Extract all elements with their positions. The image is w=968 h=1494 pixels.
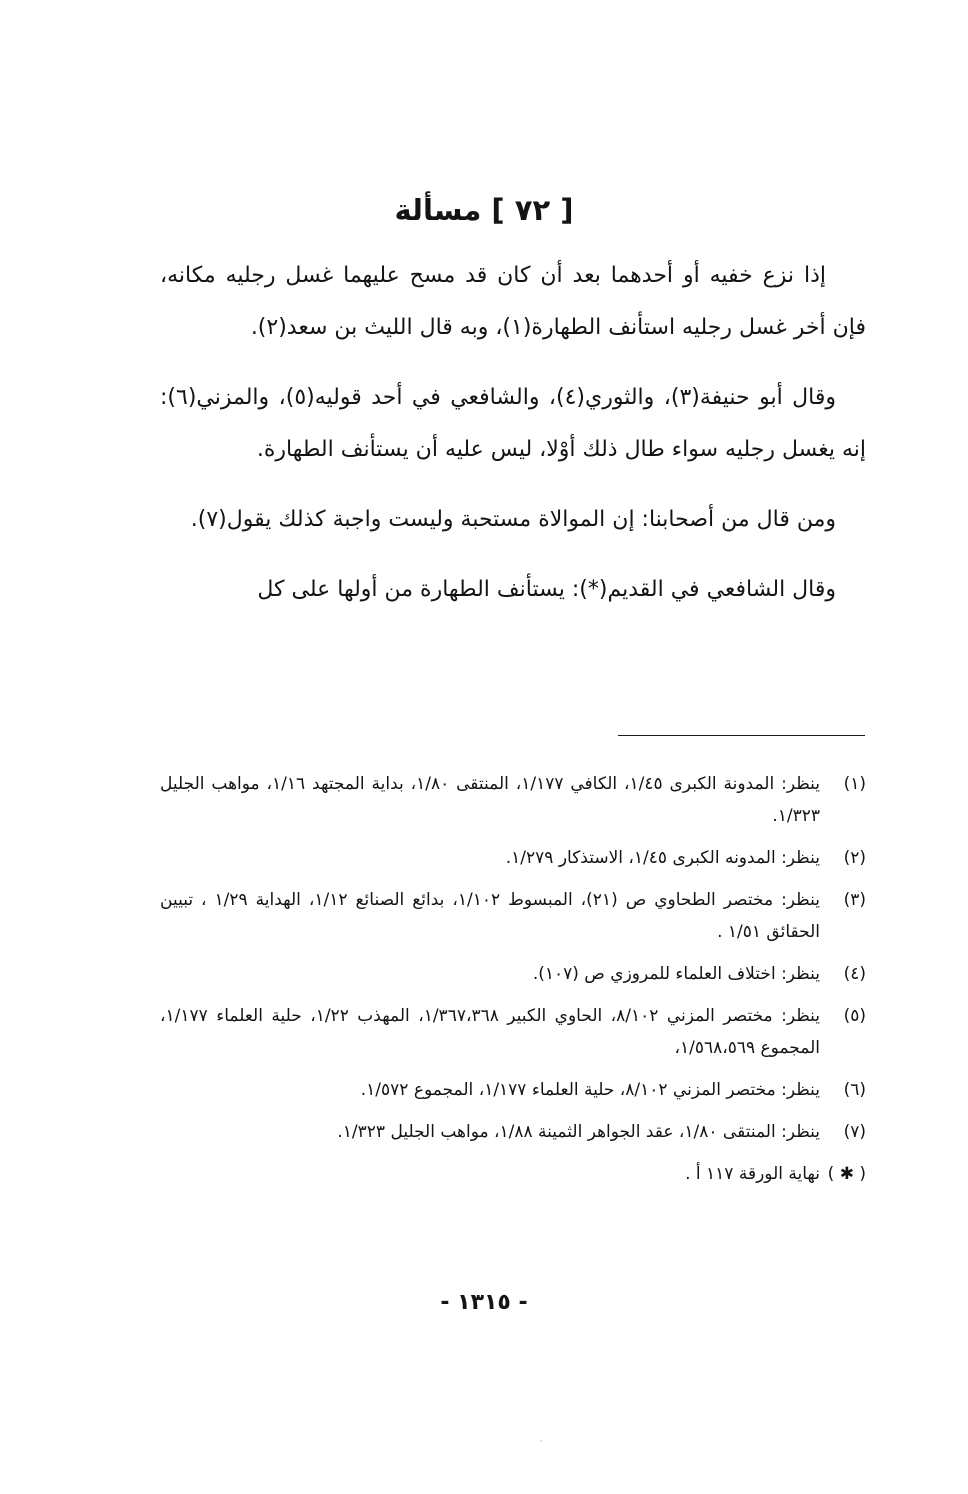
footnote-item xyxy=(160,958,866,990)
footnote-item xyxy=(160,842,866,874)
footnote-item xyxy=(160,768,866,832)
footnote-number: (١) xyxy=(843,774,866,794)
footnote-text: ينظر: مختصر المزني ٨/١٠٢، حلية العلماء ١/١٧٧، المجموع ١/٥٧٢. xyxy=(360,1080,820,1100)
footnote-item xyxy=(160,1000,866,1064)
footnote-number: (٥) xyxy=(843,1006,866,1026)
footnote-separator xyxy=(618,735,865,736)
footnotes xyxy=(160,768,866,1200)
footnote-number: ( ✱ ) xyxy=(827,1164,866,1184)
issue-heading: [ ٧٢ ] مسألة xyxy=(394,193,574,227)
paragraph-4: وقال الشافعي في القديم(*): يستأنف الطهارة من أولها على كل xyxy=(257,577,836,602)
footnote-number: (٢) xyxy=(843,848,866,868)
scan-speck xyxy=(540,1440,542,1442)
footnote-text: نهاية الورقة ١١٧ أ . xyxy=(685,1164,820,1184)
main-text xyxy=(160,250,866,634)
footnote-text: ينظر: مختصر الطحاوي ص (٢١)، المبسوط ١/١٠٢، بدائع الصنائع ١/١٢، الهداية ١/٢٩ ، تبيين الحقائق ١/٥١ . xyxy=(160,890,820,942)
footnote-item xyxy=(160,1116,866,1148)
footnote-number: (٧) xyxy=(843,1122,866,1142)
footnote-number: (٤) xyxy=(843,964,866,984)
footnote-text: ينظر: المدونة الكبرى ١/٤٥، الكافي ١/١٧٧، المنتقى ١/٨٠، بداية المجتهد ١/١٦، مواهب الجليل ١/٣٢٣. xyxy=(160,774,821,826)
footnote-text: ينظر: اختلاف العلماء للمروزي ص (١٠٧). xyxy=(532,964,820,984)
page-number: - ١٣١٥ - xyxy=(440,1290,528,1315)
footnote-number: (٣) xyxy=(843,890,866,910)
paragraph-2: وقال أبو حنيفة(٣)، والثوري(٤)، والشافعي في أحد قوليه(٥)، والمزني(٦): إنه يغسل رجليه سواء طال ذلك أوْلا، ليس عليه أن يستأنف الطهارة. xyxy=(160,385,866,462)
footnote-text: ينظر: المدونه الكبرى ١/٤٥، الاستذكار ١/٢٧٩. xyxy=(505,848,820,868)
footnote-item xyxy=(160,1074,866,1106)
footnote-item xyxy=(160,884,866,948)
paragraph-3: ومن قال من أصحابنا: إن الموالاة مستحبة وليست واجبة كذلك يقول(٧). xyxy=(190,507,836,532)
footnote-text: ينظر: مختصر المزني ٨/١٠٢، الحاوي الكبير ١/٣٦٧،٣٦٨، المهذب ١/٢٢، حلية العلماء ١/١٧٧، المجموع ١/٥٦٨،٥٦٩، xyxy=(160,1006,821,1058)
footnote-text: ينظر: المنتقى ١/٨٠، عقد الجواهر الثمينة ١/٨٨، مواهب الجليل ١/٣٢٣. xyxy=(337,1122,820,1142)
footnote-number: (٦) xyxy=(843,1080,866,1100)
paragraph-1: إذا نزع خفيه أو أحدهما بعد أن كان قد مسح عليهما غسل رجليه مكانه، فإن أخر غسل رجليه استأنف الطهارة(١)، وبه قال الليث بن سعد(٢). xyxy=(160,263,866,340)
footnote-item xyxy=(160,1158,866,1190)
